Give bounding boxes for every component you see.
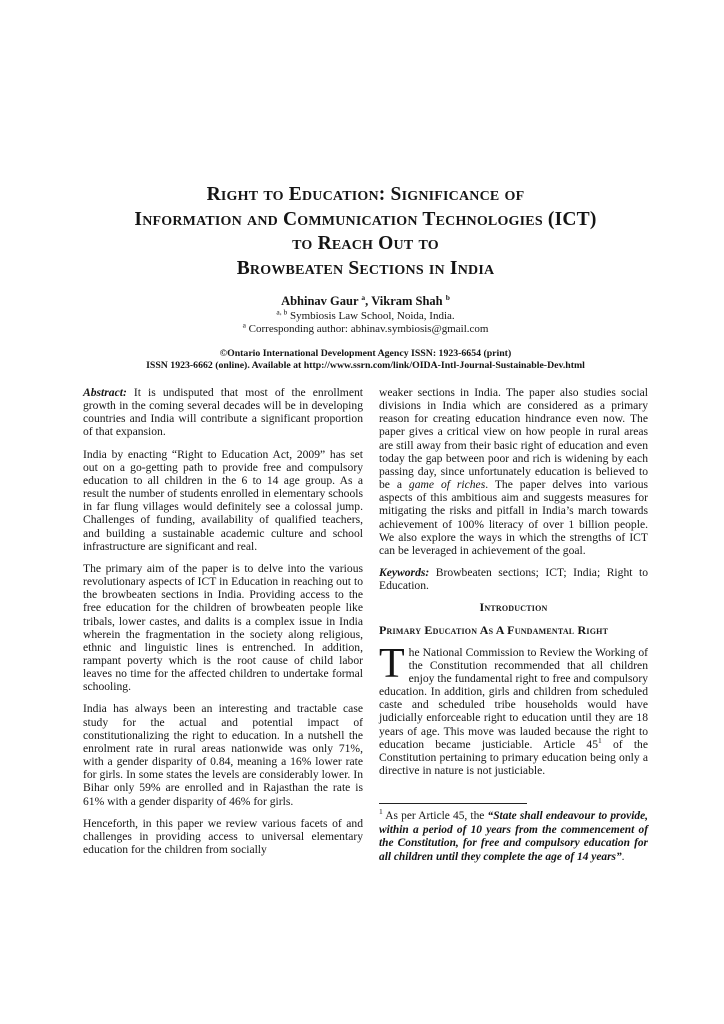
authors-line bbox=[83, 294, 648, 308]
continuation-text: weaker sections in India. The paper also studies social divisions in India which are considered as a primary reason for creating education hindrance even now. The paper gives a critical view on how people in rural areas are still away from their basic right of education and even today the gap between poor and rich is widening by each passing day, since unfortunately education is believed to be a bbox=[379, 386, 648, 492]
body-paragraph: India by enacting “Right to Education Act, 2009” has set out on a go-getting path to provide free and compulsory education to all children in the 6 to 14 age group. As a result the number of students enrolled in elementary schools in far flung villages would definitely see a colossal jump. Challenges of funding, availability of qualified teachers, and building a sustainable academic culture and school infrastructure are significant and real. bbox=[83, 447, 363, 553]
affiliation-line bbox=[83, 307, 648, 323]
left-column bbox=[83, 386, 363, 865]
footnote-reference: 1 bbox=[598, 735, 602, 745]
italic-phrase: game of riches bbox=[408, 478, 486, 492]
introduction-paragraph bbox=[379, 640, 648, 778]
affiliation-superscript: a, b bbox=[276, 307, 288, 317]
author-name: Vikram Shah bbox=[371, 294, 443, 308]
paper-title bbox=[83, 183, 648, 281]
author-name: Abhinav Gaur bbox=[281, 294, 359, 308]
body-paragraph: India has always been an interesting and tractable case study for the actual and potential impact of constitutionalizing the right to education. In a nutshell the enrolment rate in rural areas nationwide was only 71%, with a gender disparity of 0.84, meaning a 16% lower rate for girls. In some states the levels are considerably lower. In Bihar only 59% are enrolled and in Rajasthan the rate is 61% with a gender disparity of 46% for girls. bbox=[83, 702, 363, 808]
drop-cap: T bbox=[379, 640, 405, 687]
footnote-separator-rule bbox=[379, 803, 527, 804]
footnote-pre-text: As per Article 45, the bbox=[382, 810, 488, 823]
author-superscript: a bbox=[361, 292, 366, 302]
two-column-body bbox=[83, 386, 648, 865]
right-column bbox=[379, 386, 648, 865]
title-line: to Reach Out to bbox=[292, 233, 439, 254]
footnote-marker: 1 bbox=[379, 807, 383, 817]
body-paragraph: Henceforth, in this paper we review various facets of and challenges in providing access to universal elementary education for the children from socially bbox=[83, 816, 363, 856]
title-line: Information and Communication Technologies (ICT) bbox=[134, 208, 597, 230]
footnote bbox=[379, 807, 648, 864]
footnote-post-text: . bbox=[621, 851, 625, 863]
continuation-text: . The paper delves into various aspects of this ambitious aim and suggests measures for mitigating the risks and pitfall in India’s march towards achievement of 100% literacy of over 1 billion people. We also explore the ways in which the strengths of ICT can be leveraged in achievement of the goal. bbox=[379, 478, 649, 557]
subsection-heading-primary-education: Primary Education As A Fundamental Right bbox=[379, 622, 609, 637]
keywords-paragraph bbox=[379, 566, 648, 592]
corresponding-author-line bbox=[83, 319, 648, 336]
keywords-text: Browbeaten sections; ICT; India; Right to Education. bbox=[379, 566, 648, 593]
title-line: Right to Education: Significance of bbox=[206, 184, 525, 205]
author-superscript: b bbox=[445, 292, 450, 302]
author-separator: , bbox=[365, 294, 372, 308]
footnote-quote: “State shall endeavour to provide, within a period of 10 years from the commencement of the Constitution, for free and compulsory education for all children until they complete the age of 14 years” bbox=[379, 810, 648, 863]
publisher-issn-print-line: ©Ontario International Development Agency ISSN: 1923-6654 (print) bbox=[219, 348, 512, 359]
body-paragraph bbox=[379, 386, 648, 557]
introduction-text: he National Commission to Review the Working of the Constitution recommended that all children enjoy the fundamental right to free and compulsory education. In addition, girls and children from scheduled caste and scheduled tribe households would have judicially enforceable right to education until they are 18 years of age. This move was lauded because the right to education became justiciable. Article 45 bbox=[379, 645, 648, 751]
body-paragraph: The primary aim of the paper is to delve into the various revolutionary aspects of ICT in Education in reaching out to the browbeaten sections in India. Providing access to the free education for the children of browbeaten people like tribals, lower castes, and dalits is a complex issue in India wherein the fragmentation in the society along religious, ethnic and linguistic lines is entrenched. In addition, rampant poverty which is the root cause of child labor leaves no time for the affected children to undertake formal schooling. bbox=[83, 561, 363, 694]
publisher-issn-online-line: ISSN 1923-6662 (online). Available at http://www.ssrn.com/link/OIDA-Intl-Journal-Sustainable-Dev.html bbox=[146, 360, 585, 371]
footnote-block bbox=[379, 803, 648, 864]
corresponding-superscript: a bbox=[242, 319, 246, 329]
affiliation-text: Symbiosis Law School, Noida, India. bbox=[287, 310, 455, 322]
abstract-text: It is undisputed that most of the enrollment growth in the coming several decades will be in developing countries and India will contribute a significant proportion of that expansion. bbox=[83, 386, 363, 439]
abstract-paragraph bbox=[83, 386, 363, 439]
keywords-label: Keywords: bbox=[379, 566, 430, 580]
section-heading-introduction: Introduction bbox=[479, 600, 548, 615]
introduction-text: of the Constitution pertaining to primary education being only a directive in nature is not justiciable. bbox=[379, 737, 648, 778]
publisher-block bbox=[83, 348, 648, 372]
abstract-label: Abstract: bbox=[83, 386, 127, 399]
corresponding-text: Corresponding author: abhinav.symbiosis@gmail.com bbox=[245, 322, 489, 335]
title-line: Browbeaten Sections in India bbox=[236, 257, 495, 279]
